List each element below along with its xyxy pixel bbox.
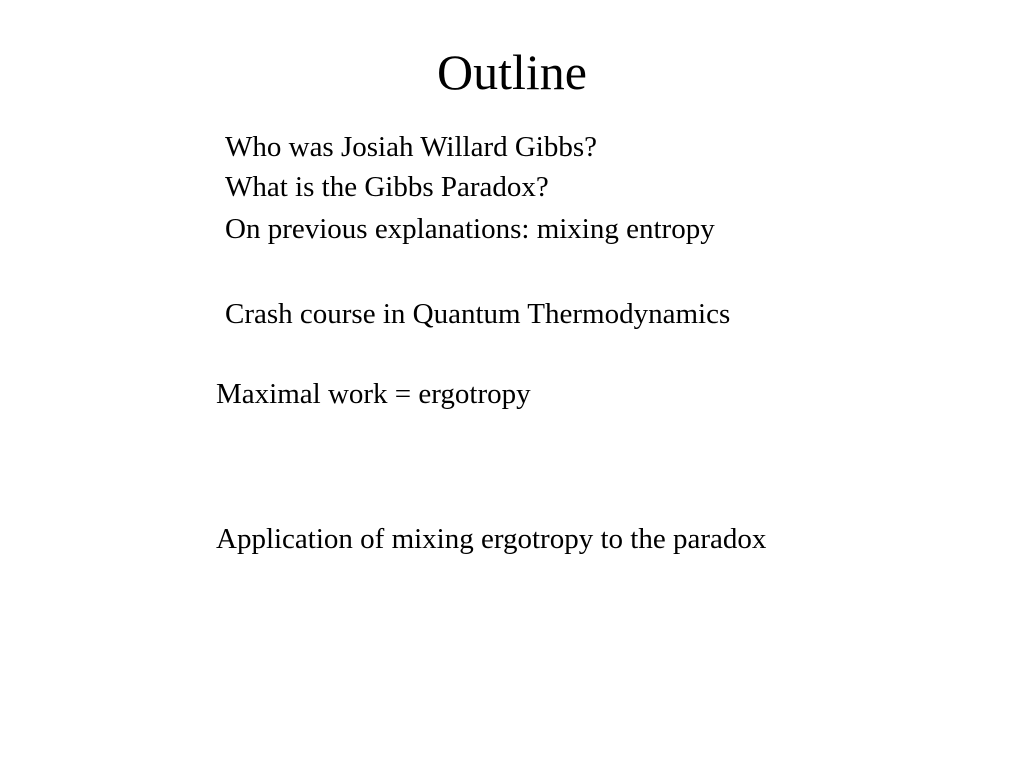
slide-title: Outline: [437, 44, 587, 100]
outline-item-gibbs-paradox: What is the Gibbs Paradox?: [225, 171, 549, 203]
outline-item-previous-explanations: On previous explanations: mixing entropy: [225, 213, 715, 245]
outline-item-application: Application of mixing ergotropy to the paradox: [216, 523, 767, 555]
outline-item-gibbs-biography: Who was Josiah Willard Gibbs?: [225, 131, 598, 163]
outline-item-maximal-work: Maximal work = ergotropy: [216, 378, 531, 410]
outline-item-quantum-thermodynamics: Crash course in Quantum Thermodynamics: [225, 298, 731, 330]
